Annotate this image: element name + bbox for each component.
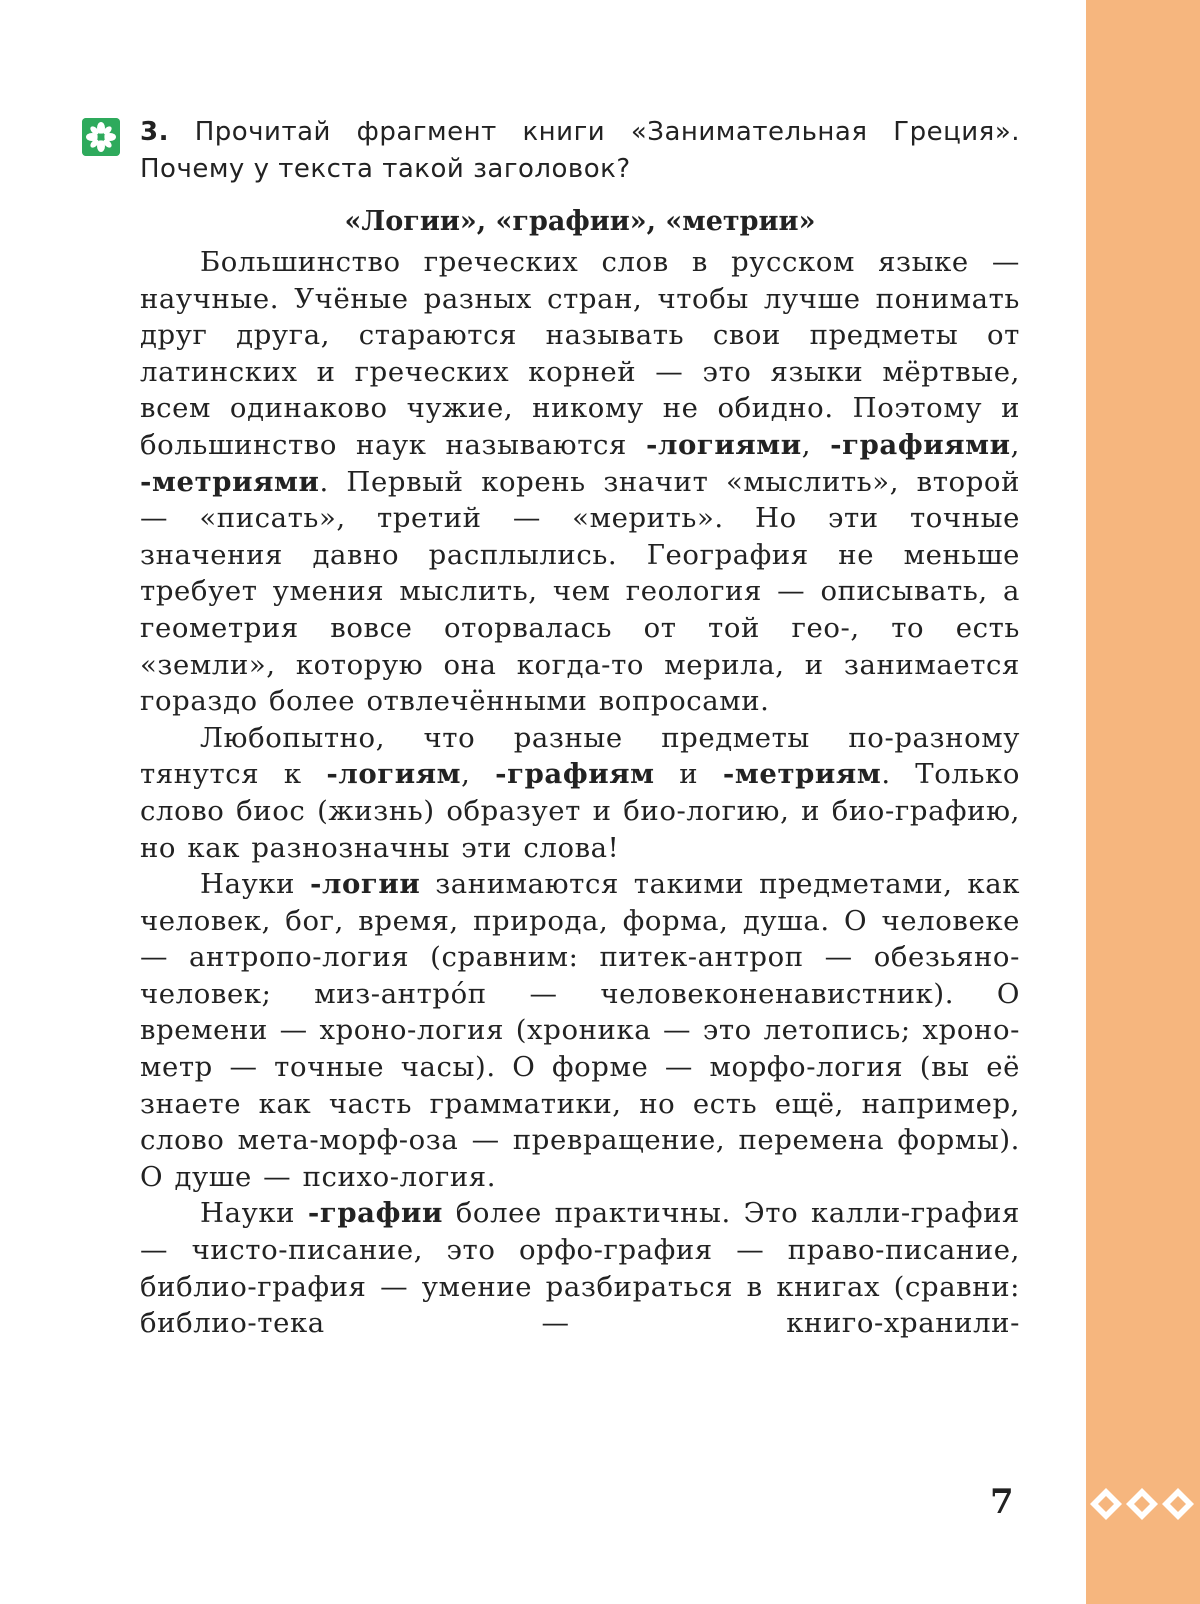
page-number: 7 (990, 1482, 1014, 1522)
bold-term: -метриям (722, 758, 882, 791)
paragraph: Науки -логии занимаются такими предметами, как человек, бог, время, природа, форма, душа. О человеке — антропо-логия (сравним: питек-антроп — обезьяно-человек; миз-антро́п — человеконенавистник). О времени — хроно-логия (хроника — это летопись; хроно-метр — точные часы). О форме — морфо-логия (вы её знаете как часть грамматики, но есть ещё, например, слово мета-морф-оза — превращение, перемена формы). О душе — психо-логия. (140, 868, 1020, 1193)
bold-term: -графиям (495, 758, 655, 791)
text-heading: «Логии», «графии», «метрии» (344, 206, 816, 237)
bold-term: -логиями (645, 428, 802, 461)
flower-icon (82, 118, 120, 156)
paragraph: Науки -графии более практичны. Это калли-графия — чисто-писание, это орфо-графия — право-писание, библио-графия — умение разбираться в книгах (сравни: библио-тека — книго-хранили- (140, 1197, 1020, 1340)
task-instruction (140, 114, 1020, 188)
bold-term: -логии (309, 868, 421, 901)
decorative-side-band (1086, 0, 1200, 1604)
zigzag-ornament (1086, 1484, 1200, 1524)
bold-term: -метриями (140, 465, 320, 498)
paragraph: Любопытно, что разные предметы по-разному тянутся к -логиям, -графиям и -метриям. Только слово биос (жизнь) образует и био-логию, и био-графию, но как разнозначны эти слова! (140, 721, 1020, 864)
task-text: Прочитай фрагмент книги «Занимательная Греция». Почему у текста такой заголовок? (140, 117, 1020, 184)
task-number: 3. (140, 117, 169, 147)
bold-term: -графии (307, 1197, 443, 1230)
bold-term: -графиями (830, 428, 1011, 461)
paragraph: Большинство греческих слов в русском языке — научные. Учёные разных стран, чтобы лучше понимать друг друга, стараются называть свои предметы от латинских и греческих корней — это языки мёртвые, всем одинаково чужие, никому не обидно. Поэтому и большинство наук называются -логиями, -графиями, -метриями. Первый корень значит «мыслить», второй — «писать», третий — «мерить». Но эти точные значения давно расплылись. География не меньше требует умения мыслить, чем геология — описывать, а геометрия вовсе оторвалась от той гео-, то есть «земли», которую она когда-то мерила, и занимается гораздо более отвлечёнными вопросами. (140, 246, 1020, 718)
reading-passage (140, 244, 1020, 1342)
bold-term: -логиям (326, 758, 462, 791)
